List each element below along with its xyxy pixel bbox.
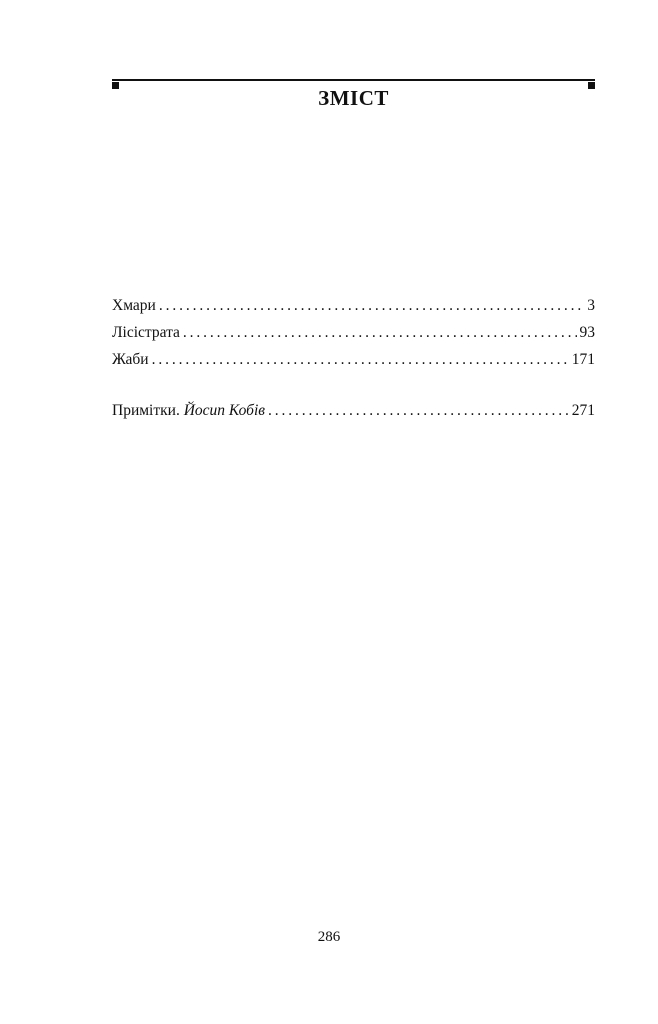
toc-entry-title [112, 397, 265, 424]
toc-entry-title: Жаби [112, 351, 149, 368]
toc-entry-page: 3 [587, 297, 595, 314]
page-title: ЗМІСТ [318, 86, 389, 110]
toc-entry-page: 171 [571, 351, 595, 368]
dot-leader [159, 292, 584, 319]
toc-entry-page: 93 [579, 324, 595, 341]
table-of-contents [112, 292, 595, 424]
toc-entry-page: 271 [571, 402, 595, 419]
toc-entry-khmary[interactable] [112, 292, 595, 319]
dot-leader [152, 346, 569, 373]
toc-entry-title: Хмари [112, 297, 156, 314]
toc-entry-notes[interactable] [112, 397, 595, 424]
toc-entry-title: Лісістрата [112, 324, 180, 341]
header-rule [112, 79, 595, 81]
dot-leader [268, 397, 569, 424]
notes-label: Примітки. [112, 402, 180, 419]
page-number: 286 [317, 929, 341, 945]
notes-author: Йосип Кобів [183, 402, 265, 419]
toc-entry-zhaby[interactable] [112, 346, 595, 373]
dot-leader [183, 319, 577, 346]
toc-entry-lysistrata[interactable] [112, 319, 595, 346]
